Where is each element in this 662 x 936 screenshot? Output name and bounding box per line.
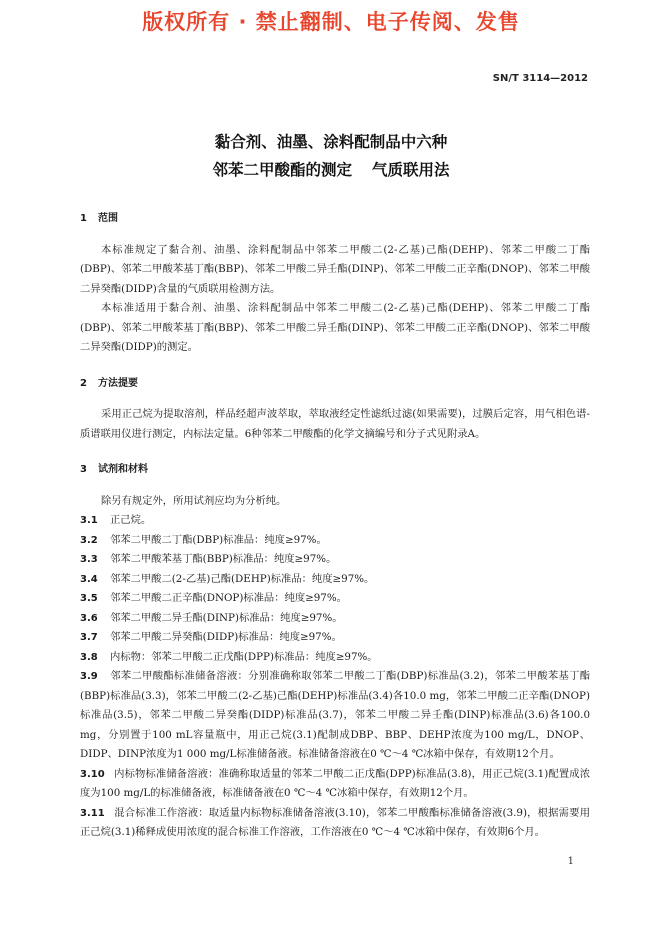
title-line2-part2: 气质联用法 xyxy=(372,161,450,179)
section-number: 1 xyxy=(80,213,87,224)
section-title: 试剂和材料 xyxy=(98,464,148,475)
paragraph: 除另有规定外，所用试剂应均为分析纯。 xyxy=(101,494,287,507)
list-item: 3.1 正己烷。 xyxy=(80,514,152,526)
document-title-line1: 黏合剂、油墨、涂料配制品中六种 xyxy=(214,133,448,151)
copyright-banner: 版权所有 · 禁止翻制、电子传阅、发售 xyxy=(142,10,520,34)
paragraph: 本标准规定了黏合剂、油墨、涂料配制品中邻苯二甲酸二(2-乙基)己酯(DEHP)、邻苯二甲酸二丁酯(DBP)、邻苯二甲酸苯基丁酯(BBP)、邻苯二甲酸二异壬酯(DINP)、邻苯二甲酸二正辛酯(DNOP)、邻苯二甲酸二异癸酯(DIDP)含量的气质联用检测方法。 xyxy=(80,243,590,295)
standard-number: SN/T 3114—2012 xyxy=(492,73,588,84)
section-heading-reagents xyxy=(80,460,590,480)
section-number: 2 xyxy=(80,377,87,389)
list-item: 3.11 混合标准工作溶液：取适量内标物标准储备溶液(3.10)，邻苯二甲酸酯标准储备溶液(3.9)，根据需要用正己烷(3.1)稀释成使用浓度的混合标准工作溶液，工作溶液在0 ℃～4 ℃冰箱中保存，有效期6个月。 xyxy=(80,806,590,838)
paragraph: 采用正己烷为提取溶剂，样品经超声波萃取，萃取液经定性滤纸过滤(如果需要)，过膜后定容，用气相色谱-质谱联用仪进行测定，内标法定量。6种邻苯二甲酸酯的化学文摘编号和分子式见附录A。 xyxy=(80,408,590,440)
section-title: 范围 xyxy=(98,213,118,224)
list-item: 3.4 邻苯二甲酸二(2-乙基)己酯(DEHP)标准品：纯度≥97%。 xyxy=(80,572,375,585)
list-item: 3.5 邻苯二甲酸二正辛酯(DNOP)标准品：纯度≥97%。 xyxy=(80,592,347,604)
page-number: 1 xyxy=(567,856,574,867)
section-number: 3 xyxy=(80,464,87,475)
section-heading-method xyxy=(80,374,590,394)
document-body xyxy=(80,209,590,843)
list-item: 3.6 邻苯二甲酸二异壬酯(DINP)标准品：纯度≥97%。 xyxy=(80,611,343,624)
list-item: 3.10 内标物标准储备溶液：准确称取适量的邻苯二甲酸二正戊酯(DPP)标准品(3.8)，用正己烷(3.1)配置成浓度为100 mg/L的标准储备液，标准储备液在0 ℃～4 ℃冰箱中保存，有效期12个月。 xyxy=(80,767,590,799)
document-title-line2 xyxy=(0,158,662,180)
section-heading-scope xyxy=(80,209,590,229)
title-line2-part1: 邻苯二甲酸酯的测定 xyxy=(212,161,352,179)
paragraph: 本标准适用于黏合剂、油墨、涂料配制品中邻苯二甲酸二(2-乙基)己酯(DEHP)、邻苯二甲酸二丁酯(DBP)、邻苯二甲酸苯基丁酯(BBP)、邻苯二甲酸二异壬酯(DINP)、邻苯二甲酸二正辛酯(DNOP)、邻苯二甲酸二异癸酯(DIDP)的测定。 xyxy=(80,302,590,353)
list-item: 3.9 邻苯二甲酸酯标准储备溶液：分别准确称取邻苯二甲酸二丁酯(DBP)标准品(3.2)，邻苯二甲酸苯基丁酯(BBP)标准品(3.3)，邻苯二甲酸二(2-乙基)己酯(DEHP)标准品(3.4)各10.0 mg，邻苯二甲酸二正辛酯(DNOP)标准品(3.5)，邻苯二甲酸二异癸酯(DIDP)标准品(3.7)，邻苯二甲酸二异壬酯(DINP)标准品(3.6)各100.0 mg，分别置于100 mL容量瓶中，用正己烷(3.1)配制成DBP、BBP、DEHP浓度为100 mg/L，DNOP、DIDP、DINP浓度为1 000 mg/L标准储备液。标准储备溶液在0 ℃～4 ℃冰箱中保存，有效期12个月。 xyxy=(80,670,590,760)
list-item: 3.2 邻苯二甲酸二丁酯(DBP)标准品：纯度≥97%。 xyxy=(80,533,327,546)
list-item: 3.7 邻苯二甲酸二异癸酯(DIDP)标准品：纯度≥97%。 xyxy=(80,631,342,643)
section-title: 方法提要 xyxy=(98,377,138,389)
list-item: 3.8 内标物：邻苯二甲酸二正戊酯(DPP)标准品：纯度≥97%。 xyxy=(80,650,378,663)
list-item: 3.3 邻苯二甲酸苯基丁酯(BBP)标准品：纯度≥97%。 xyxy=(80,553,337,565)
